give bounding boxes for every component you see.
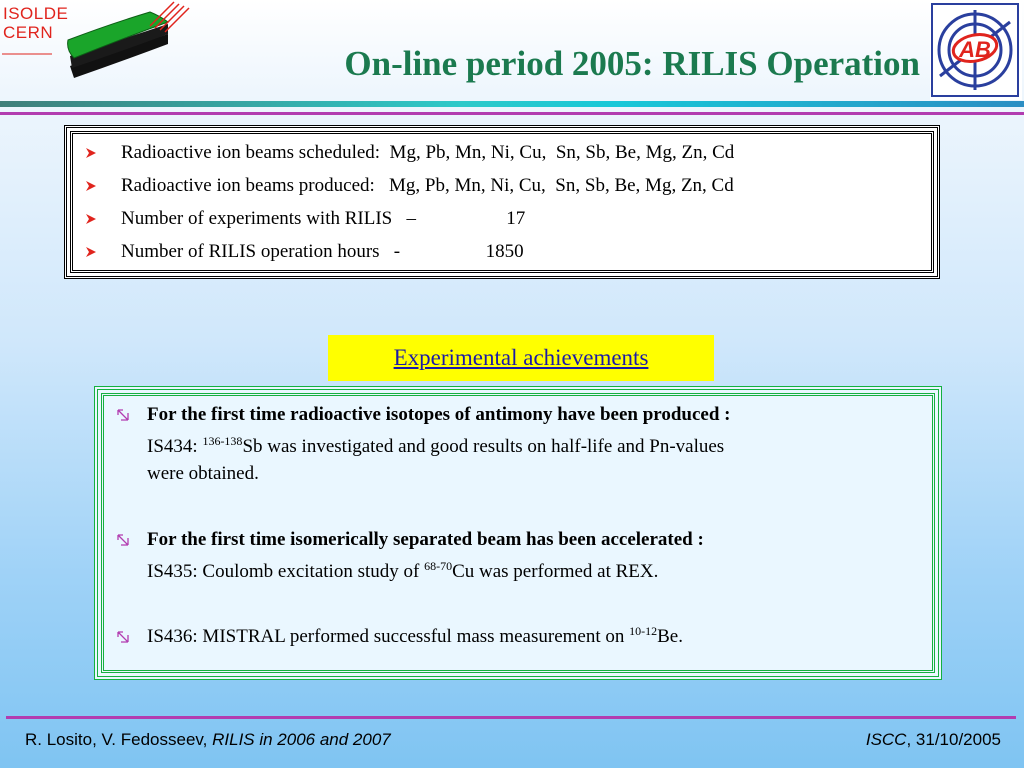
isotope-mass-superscript: 10-12 — [629, 624, 658, 638]
achievement-detail-text: Be. — [657, 626, 683, 647]
summary-item — [73, 208, 931, 241]
footer-purple-rule — [6, 716, 1016, 719]
isolde-cern-logo — [0, 0, 190, 92]
cern-ab-logo-icon — [930, 2, 1022, 100]
achievements-label: Experimental achievements — [328, 335, 714, 381]
footer-author-names: R. Losito, V. Fedosseev, — [25, 730, 213, 749]
achievement-heading: For the first time isomerically separated beam has been accelerated : — [147, 529, 704, 550]
hollow-arrow-icon — [116, 630, 130, 644]
summary-item — [73, 241, 931, 274]
achievement-detail-continued: were obtained. — [147, 463, 259, 484]
achievement-detail — [147, 561, 658, 583]
achievement-detail — [147, 436, 724, 458]
summary-item-text: Radioactive ion beams produced: Mg, Pb, Mn, Ni, Cu, Sn, Sb, Be, Mg, Zn, Cd — [121, 175, 734, 196]
achievement-detail — [147, 626, 683, 648]
isotope-mass-superscript: 68-70 — [424, 559, 453, 573]
footer-date: , 31/10/2005 — [906, 730, 1001, 749]
right-arrowhead-icon — [85, 213, 97, 225]
isolde-logo-text: ISOLDE — [3, 4, 69, 23]
header-purple-rule — [0, 112, 1024, 115]
slide-title: On-line period 2005: RILIS Operation — [344, 44, 920, 83]
right-arrowhead-icon — [85, 147, 97, 159]
achievement-detail-text: Cu was performed at REX. — [452, 561, 659, 582]
isotope-mass-superscript: 136-138 — [202, 434, 243, 448]
achievement-detail-prefix: IS435: Coulomb excitation study of — [147, 561, 425, 582]
achievement-heading: For the first time radioactive isotopes of antimony have been produced : — [147, 404, 731, 425]
rilis-summary-box — [64, 125, 940, 279]
achievement-detail-text: Sb was investigated and good results on half-life and Pn-values — [242, 436, 725, 457]
right-arrowhead-icon — [85, 246, 97, 258]
achievement-detail-prefix: IS434: — [147, 436, 203, 457]
footer-venue: ISCC — [865, 730, 907, 749]
cern-logo-text: CERN — [3, 23, 54, 42]
ab-logo-text: AB — [959, 37, 991, 62]
footer-venue-date — [866, 730, 1001, 750]
achievements-box — [94, 386, 942, 680]
footer-talk-title: RILIS in 2006 and 2007 — [212, 730, 391, 749]
hollow-arrow-icon — [116, 533, 130, 547]
header-gradient-rule — [0, 101, 1024, 107]
summary-item — [73, 142, 931, 175]
summary-item-text: Number of RILIS operation hours - 1850 — [121, 241, 524, 262]
right-arrowhead-icon — [85, 180, 97, 192]
footer-authors — [25, 730, 391, 750]
summary-item — [73, 175, 931, 208]
ab-department-logo — [930, 2, 1022, 100]
summary-item-text: Radioactive ion beams scheduled: Mg, Pb, Mn, Ni, Cu, Sn, Sb, Be, Mg, Zn, Cd — [121, 142, 735, 163]
achievement-detail-prefix: IS436: MISTRAL performed successful mass measurement on — [147, 626, 630, 647]
hollow-arrow-icon — [116, 408, 130, 422]
summary-item-text: Number of experiments with RILIS – 17 — [121, 208, 526, 229]
